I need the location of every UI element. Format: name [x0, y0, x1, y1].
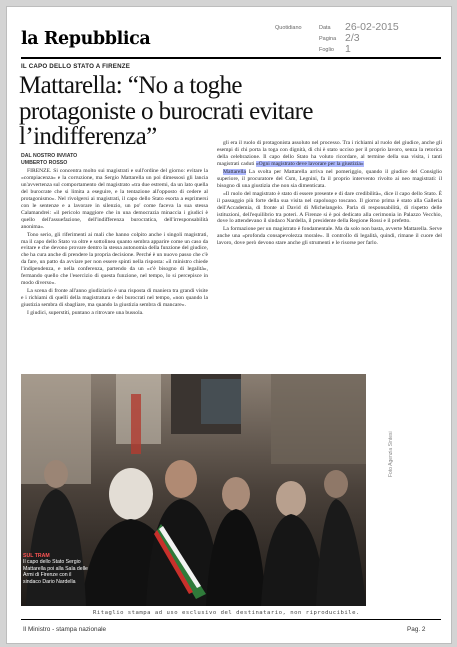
- meta-label-foglio: Foglio: [319, 47, 334, 53]
- article-column-2: [217, 140, 442, 366]
- caption-kicker: SUL TRAM: [23, 553, 50, 559]
- meta-sheet: 1: [345, 43, 351, 55]
- meta-date: 26-02-2015: [345, 21, 399, 33]
- paragraph-text: La svolta per Mattarella arriva nel pomeriggio, quando il giudice del Consiglio superiore, il procuratore del Csm, Legnini, fa il proprio intervento rivolto ai neo magistrati: il bisogno di una giustizia che non sia dimenticata.: [217, 168, 442, 189]
- paragraph: Tono serio, gli riferimenti ai mali che hanno colpito anche i singoli magistrati, ma il capo dello Stato va oltre e sottolinea quanto sembra apparire come un caso da evitare e che devono provare dentro la stessa autonomia della funzione del giudice, che ha cura anche di prendere la propria decisione. Perché è un nuovo passo che c'è da fare, un patto da avviare per non essere spinti nella risposta: «il ministro chiede l'indipendenza, e nella conferenza, partendo da un «c'è bisogno di legalità», fermando quello che l'esercizio di questa funzione, nel tempo, lo si percepisce in modo diverso».: [21, 231, 208, 287]
- newspaper-page: [6, 6, 452, 644]
- headline: Mattarella: “No a toghe protagoniste o burocrati evitare l’indifferenza”: [19, 72, 313, 150]
- paragraph: FIRENZE. Si concentra molto sui magistrati e sull'ordine del giorno: evitare la «compiacenza» e la corruzione, ma Sergio Mattarella un poi dimessosi gli lancia un'avvertenza sul comportamento del magistrato «tra due estremi, da un lato quella del burocrate che si limita a eseguire, e la tentazione all'opposto di cedere al protagonismo». Nel rivolgersi ai magistrati, il capo dello Stato esorta a esprimersi con le sentenze e a lavorare in silenzio, un po' come faceva la sua stessa Calamandrei: «il pericolo maggiore che in una democrazia minaccia i giudici è quello dell'assuefazione, dell'indifferenza burocratica, dell'irresponsabilità anonima».: [21, 168, 208, 230]
- byline-author: UMBERTO ROSSO: [21, 159, 68, 166]
- meta-label-pagina: Pagina: [319, 36, 337, 42]
- caption-text: Il capo dello Stato Sergio Mattarella poi alla Sala delle Armi di Firenze con il sindaco Dario Nardella: [23, 559, 88, 585]
- meta-label-quotidiano: Quotidiano: [275, 25, 302, 31]
- paragraph: La scena di fronte all'anno giudiziario è una risposta di maniera tra grandi visite e i richiami di quelli della magistratura e dei burocrati nel tempo, «non quando la giustizia sembra di sbagliare, ma quando la giustizia sembra di mancare».: [21, 288, 208, 309]
- top-rule: [21, 57, 441, 59]
- highlighted-quote: «Ogni magistrato deve lavorare per la giustizia»: [255, 160, 364, 167]
- meta-page: 2/3: [345, 32, 360, 44]
- photo-caption: [23, 553, 89, 605]
- paragraph: [217, 140, 442, 168]
- footer-page: Pag. 2: [407, 626, 426, 633]
- masthead: la Repubblica: [21, 29, 151, 49]
- footer-source: Il Ministro - stampa nazionale: [23, 626, 107, 633]
- article-column-1: [21, 168, 208, 366]
- byline-line-1: DAL NOSTRO INVIATO: [21, 153, 78, 159]
- kicker: IL CAPO DELLO STATO A FIRENZE: [21, 63, 131, 70]
- footer-rule: [21, 619, 441, 620]
- photo-credit: Foto Agenzia Sintesi: [388, 431, 394, 477]
- highlighted-name: Mattarella: [223, 168, 246, 175]
- paragraph: I giudici, superstiti, puntano a ritrovare una bussola.: [27, 310, 144, 317]
- meta-label-data: Data: [319, 25, 331, 31]
- byline: [21, 153, 77, 166]
- paragraph: La formazione per un magistrato è fondamentale. Ma da solo non basta, avverte Mattarella. Serve anche una «profonda consapevolezza morale». Il controllo di legalità, quindi, rimane il cuore del lavoro, dove però devono stare anche gli strumenti e le risorse per farlo.: [217, 226, 442, 247]
- paragraph: [217, 169, 442, 190]
- copyright-notice: Ritaglio stampa ad uso esclusivo del destinatario, non riproducibile.: [93, 610, 360, 616]
- paragraph-text: gli era il ruolo di protagonista assoluto nel processo. Tra i richiami al ruolo del giudice, anche gli esempi di chi porta la toga con dignità, di chi è stato ucciso per il proprio lavoro, senza la retorica della celebrazione. Il capo dello Stato ha voluto ricordare, al termine della sua visita, i tanti magistrati caduti: [217, 140, 442, 167]
- paragraph: «Il ruolo del magistrato è stato di essere presente e di dare credibilità», dice il capo dello Stato. È il passaggio più forte della sua visita nel capoluogo toscano. Il giorno prima è stato alla Galleria dell'Accademia, di fronte al David di Michelangelo. Parla di responsabilità, di rispetto delle istituzioni, dell'equilibrio tra poteri. A Firenze si è poi dedicato alla cerimonia in Palazzo Vecchio, dove lo attendevano il sindaco Nardella, il presidente della Regione Rossi e il prefetto.: [217, 190, 442, 225]
